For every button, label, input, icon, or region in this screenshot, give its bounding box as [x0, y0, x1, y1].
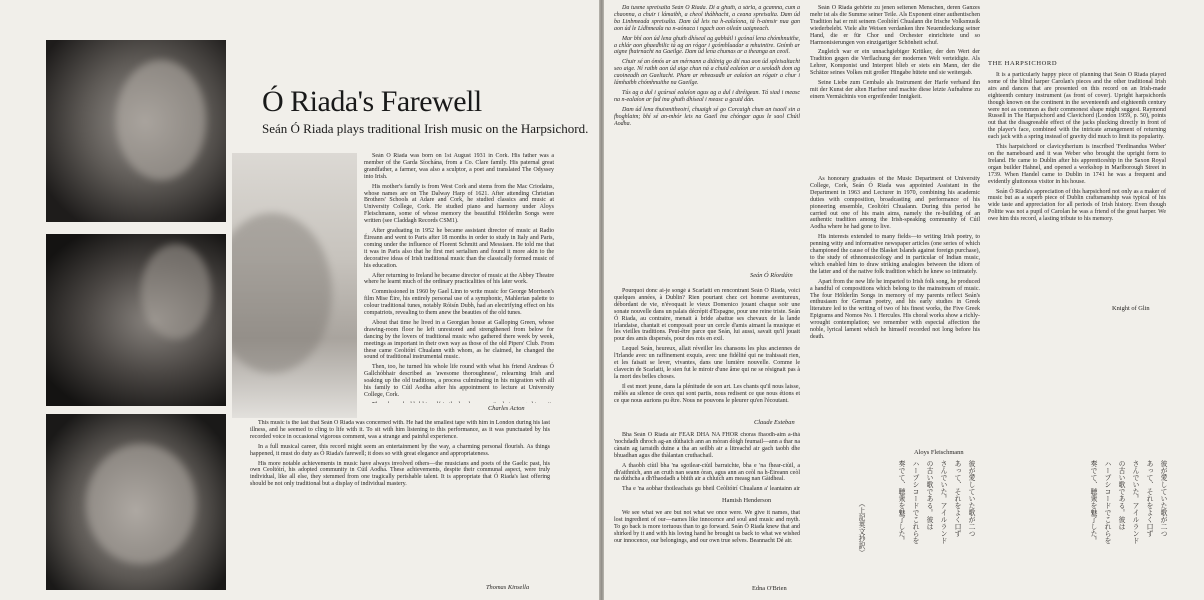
portrait-face-closeup: [232, 153, 357, 418]
german-tribute-column: [810, 5, 980, 171]
japanese-column: 彼が愛していた歌が二つ: [1159, 460, 1167, 537]
french-signature: Claude Esteban: [754, 419, 795, 426]
irish-tribute-column: [614, 5, 800, 267]
english-tribute-column: [614, 510, 800, 570]
japanese-column: さんでいた。アイルランド: [1131, 460, 1139, 544]
department-signature: Aloys Fleischmann: [914, 449, 964, 456]
album-subtitle: Seán Ó Riada plays traditional Irish music on the Harpsichord.: [262, 121, 589, 136]
portrait-photo-2: [46, 234, 226, 406]
french-paragraph: Pourquoi donc ai-je songé à Scarlatti en rencontrant Seán Ó Riada, voici quelques années, à Dublin? Rien pourtant chez cet homme aventureux, débordant de vie, n'évoquait le vieux Domenico jouant chaque soir une sonate nouvelle dans un palais décrépit d'Espagne, pour une reine triste. Seán Ó Riada, au contraire, menait à bride abattue ses chevaux de la lande irlandaise, chantait et composait pour un cercle d'amis aimant la musique et les vieilles traditions. Peut-être parce que Seán, lui aussi, savait qu'il jouait pour des amis dispersés, pour des rois en exil.: [614, 288, 800, 343]
biography-column: [364, 153, 554, 403]
irish-paragraph: Da tusme spreisalta Seán Ó Riada. Di a ghuth, a sárla, a gcamna, cum a chaonna, a chuir i lámaibh, a cheol thábhacht, a ceana spreisalta. Dam úd ba Linbmeada spreisalta. Dam úd leis na h-ealaíona, tá h-aimsir nua gan aon úd le Lídhmeala na n-aónaca i ngach aon oileán uaigneach.: [614, 5, 800, 32]
bio-paragraph: [364, 402, 554, 403]
irish-paragraph: Chuir sé an ómós ar an mérnann a dtáinig go dtí nua aon úd spleisaltacht seo aige. Ní raibh aon úd aige chun ná a chuid ealaíon ar a seoladh dom ag caoineadh an Gaeltacht. Pham ar mheasadh ar ealaíon an rógair a chur i lámhaibh chómhnuithe na Gaeilge.: [614, 59, 800, 87]
english-signature: Edna O'Brien: [752, 585, 787, 592]
harpsichord-heading: THE HARPSICHORD: [988, 60, 1058, 67]
scots-gaelic-signature: Hamish Henderson: [722, 497, 772, 504]
irish-paragraph: Tús ag a dul i gcúrsaí ealaíon agus ag a dul i dtréigean. Tá siad i measc na n-ealaíon ar fad ina ghuth dhíseal i measc a gcuid dán.: [614, 89, 800, 103]
german-paragraph: Seine Liebe zum Cembalo als Instrument der Harfe verband ihn mit der Kunst der alten Harfner und machte diese letzte Aufnahme zu einem Vermächtnis von ergreifender Innigkeit.: [810, 80, 980, 100]
scots-gaelic-paragraph: A thaobh ciùil bha 'na sgoilear-ciùil barraichte, bha e 'na fhear-ciùil, a dh'aithnich, ann an cruth nan seann òran, agus ann an ceòl na h-Èireann ceòl na dùthcha a dh'fhaodadh a bhith air a chluich am measg nan Gàidheal.: [614, 462, 800, 483]
harpsichord-paragraph: This harpsichord or clavicytherium is inscribed 'Ferdinandus Weber' on the nameboard and it was Weber who brought the upright form to Ireland. He came to Dublin after his apprenticeship in the Saxon Royal organ builder Hahnel, and opened a workshop in Marlborough Street in 1739. When Handel came to Dublin in 1741 he was a frequent and evidently gluttonous visitor in his house.: [988, 144, 1166, 185]
japanese-text-block-2: [1024, 460, 1174, 590]
irish-paragraph: Mar bhí aon úd lena ghuth dhíseal ag gabháil i gcónaí lena chómhnuithe, a chlár aon ghaedhilic tá ag an rógar i gcómhluadar a mhuintire. Gnímh ar aigne fhairnacht na Gaeilge. Dam úd lena chumas ar a theanga an ceoil.: [614, 35, 800, 56]
bio-paragraph: Then, too, he turned his whole life round with what his friend Andreas Ó Gallchóbhair described as 'awesome thoroughness', relearning Irish and soaking up the old traditions, a process culminating in his migration with all his family to Cúil Aodha after his appointment to lecture at University College, Cork.: [364, 364, 554, 398]
japanese-column: 奏でて、聴衆を魅了した。: [1089, 460, 1097, 544]
japanese-column: さんでいた。アイルランド: [939, 460, 947, 544]
japanese-column: 彼が愛していた歌が二つ: [967, 460, 975, 537]
japanese-column: の古い歌である。彼は: [1117, 460, 1125, 530]
portrait-photo-3: [46, 414, 226, 590]
japanese-column: ハープシコードでこれらを: [911, 460, 919, 544]
scots-gaelic-paragraph: Bha Seán Ó Riada air FEAR DHÀ NA FHOR choras fhaodh-aim a-thà 'nochdadh dhroch ag-an dùthaich ann an mòran dòigh feumail—ann a thar na cànain ag iarraidh duine a tha an seilbh air a litreachd air gach taobh dhe bhuadhan agus dhe thàlantan cruthachail.: [614, 432, 800, 459]
irish-paragraph: Dam úd lena thuismitheoirí, chuaigh sé go Corcaigh chun an tsaoil sin a fhoghlaim; bhí sé an-mhór leis na Gaeil ina chóngar agus le saol Chúil Aodha.: [614, 106, 800, 127]
kinsella-paragraph: His more notable achievements in music have always involved others—the musicians and poets of the Gaelic past, his own Ceoltóirí, his adopted community in Cúil Aodha. These achievements, despite their communal aspect, were truly individual, like all else, they stemmed from one tragically perishable talent. It is appropriate that Ó Riada's last offering should be not only traditional but a display of individual mastery.: [250, 460, 550, 488]
bio-paragraph: After returning to Ireland he became director of music at the Abbey Theatre where he learnt much of the ordinary practicalities of his later work.: [364, 272, 554, 286]
japanese-column: あって、それをよく口ず: [1145, 460, 1153, 537]
bio-paragraph: About that time he lived in a Georgian house at Galloping Green, whose drawing-room floor he left unrestored and strengthened from below for dancing by the lovers of traditional music who gathered there week by week, meetings as important in their own way as those of the old Pipers' Club. From these came Ceoltóirí Chualann with whom, as he claimed, he changed the sound of traditional instrumental music.: [364, 319, 554, 361]
left-page: [0, 0, 599, 600]
german-paragraph: Zugleich war er ein unnachgiebiger Kritiker, der den Wert der Tradition gegen die Verflachung der modernen Welt verteidigte. Als Lehrer, Komponist und Interpret blieb er stets ein Mann, der die Schätze seines Volkes mit großer Hingabe hütete und sie weitergab.: [810, 49, 980, 77]
german-paragraph: Seán Ó Riada gehörte zu jenen seltenen Menschen, deren Ganzes mehr ist als die Summe seiner Teile. Als Exponent einer authentischen Tradition hat er mit seinem Ceoltóirí Chualann die Irische Volksmusik wiederbelebt. Viele alte Weisen verdanken ihre Neuentdeckung seiner Hand, die er für Chor und Orchester einrichtete und so Harmonisierungen von einzigartiger Schönheit schuf.: [810, 5, 980, 46]
bio-paragraph: Commissioned in 1960 by Gael Linn to write music for George Morrison's film Mise Éire, his entirely personal use of a symphonic, Mahlerian palette to colour traditional tunes, notably Róisín Dubh, had an electrifying effect on his compatriots, revealing to them anew the beauties of the old tunes.: [364, 289, 554, 317]
bio-paragraph: Seán Ó Riada was born on 1st August 1931 in Cork. His father was a member of the Garda Síochána, from a Co. Clare family. His paternal great grandfather, a farmer, was also a sculptor, a poet and translated The Odyssey into Irish.: [364, 153, 554, 180]
kinsella-signature: Thomas Kinsella: [486, 584, 530, 591]
japanese-column: 奏でて、聴衆を魅了した。: [897, 460, 905, 544]
harpsichord-paragraph: It is a particularly happy piece of planning that Seán Ó Riada played some of the blind harper Carolan's pieces and the other traditional Irish airs and dances that are presented on this record on an Irish-made eighteenth century instrument (as front of cover). Upright harpsichords though known on the continent in the seventeenth and eighteenth century were not as common as their commonest shape might suggest. Raymond Russell in The Harpsichord and Clavichord (London 1959, p. 50), points out that the disagreeable effect of the jacks plucking directly in front of the player's face, combined with the intricate arrangement of returning each jack with a spring instead of gravity did much to limit its popularity.: [988, 72, 1166, 141]
scots-gaelic-tribute-column: [614, 432, 800, 492]
department-tribute-column: [810, 176, 980, 446]
japanese-column: ハープシコードでこれらを: [1103, 460, 1111, 544]
japanese-text-block: [848, 460, 982, 590]
scots-gaelic-paragraph: Tha e 'na aobhar thoileachais gu bheil Ceòltóirí Chualann a' leantainn air: [622, 486, 800, 492]
department-paragraph: His interests extended to many fields—to writing Irish poetry, to penning witty and informative newspaper articles (one series of which championed the cause of the Blasket Islands against foreign purchase), to the study of ethnomusicology and in particular of Indian music, which enabled him to draw striking analogies between the idiom of the latter and of the native folk tradition which he knew so intimately.: [810, 234, 980, 275]
harpsichord-column: [988, 72, 1166, 302]
bio-signature: Charles Acton: [488, 405, 525, 412]
irish-signature: Seán Ó Ríordáin: [750, 272, 793, 279]
japanese-credit: （上記英文抄訳）: [857, 500, 865, 556]
album-title: Ó Riada's Farewell: [262, 85, 482, 118]
harpsichord-paragraph: Seán Ó Riada's appreciation of this harpsichord not only as a maker of music but as a superb piece of Dublin craftsmanship was typical of his wide taste and appreciation for all periods of Irish history. Even though Politte was not a pupil of Carolan he was a friend of the great harper. We owe him this record, a lasting tribute to his memory.: [988, 188, 1166, 223]
kinsella-paragraph: This music is the last that Seán Ó Riada was concerned with. He had the smallest tape with him in London during his last illness, and he seemed to cling to life with it. To sit with him listening to this performance, as it was punctuated by his recorded voice in occasional vigorous comment, was a strange and painful experience.: [250, 420, 550, 440]
kinsella-paragraph: In a full musical career, this record might seem an entertainment by the way, a charming personal flourish. As things happened, it must do duty as Ó Riada's farewell; it does so with great elegance and appropriateness.: [250, 443, 550, 457]
french-paragraph: Lequel Seán, heureux, allait réveiller les chansons les plus anciennes de l'Irlande avec un raffinement exquis, avec une fidélité qui ne trahissait rien, et les faisait se lever, vivantes, dans une lumière nouvelle. Comme le clavecin de Scarlatti, le sien fut le miroir d'une âme qui ne se résignait pas à la mort des belles choses.: [614, 346, 800, 380]
french-tribute-column: [614, 288, 800, 416]
right-page: [604, 0, 1204, 600]
department-paragraph: Apart from the new life he imparted to Irish folk song, he produced a handful of compositions which belong to the mainstream of music. The four Hölderlin Songs in memory of my parents reflect Seán's enthusiasm for German poetry, and his early studies in Greek literature led to the writing of two of his finest works, the Five Greek Epigrams and Nomos No. 1 Hercules. His choral works show a richly-wrought contemplation; we remember with especial affection the noble, lyrical lament which he himself recorded not long before his death.: [810, 278, 980, 340]
japanese-column: の古い歌である。彼は: [925, 460, 933, 530]
japanese-column: あって、それをよく口ず: [953, 460, 961, 537]
portrait-photo-1: [46, 40, 226, 222]
french-paragraph: Il est mort jeune, dans la plénitude de son art. Les chants qu'il nous laisse, mêlés au silence de ceux qui sont partis, nous redisent ce que nous étions et ce que nous aurions pu être. Nous ne pouvons le pleurer qu'en l'écoutant.: [614, 383, 800, 404]
harpsichord-signature: Knight of Glin: [1112, 305, 1150, 312]
kinsella-note-column: [250, 420, 550, 580]
department-paragraph: As honorary graduates of the Music Department of University College, Cork, Seán Ó Riada was appointed Assistant in the Department in 1963 and Lecturer in 1970, combining his academic duties with composition, broadcasting and performance of his pioneering ensemble, Ceoltóirí Chualann. During this period he carried out one of his main aims, namely the re-building of an authentic tradition among the Irish-speaking community of Cúil Aodha where he had gone to live.: [810, 176, 980, 231]
bio-paragraph: After graduating in 1952 he became assistant director of music at Radio Éireann and went to Paris after 18 months in order to study in Italy and Paris, coming under the influence of Florent Schmitt and Messiaen. He told me that it was in Paris also that he first met serialism and found it more akin to the decorative ideas of Irish traditional music than the classically formed music of his education.: [364, 228, 554, 269]
english-paragraph: We see what we are but not what we once were. We give it names, that lost ingredient of our—names like innocence and soul and music and myth. To go back is more tortuous than to go forward. Seán Ó Riada knew that and shirked by it and with his loving hand he brought us back to what we wished our innocence, our belongings, and our own true selves. Beannacht Dé air.: [614, 510, 800, 544]
bio-paragraph: His mother's family is from West Cork and stems from the Mac Criodains, whose names are on The Dalway Harp of 1621. After attending Christian Brothers' Schools at Adare and Cork, he studied classics and music at University College, Cork. He studied piano and harmony under Aloys Fleischmann, some of whose memory the beautiful Hölderlin Songs were written (see Claddagh Records CSM1).: [364, 183, 554, 225]
